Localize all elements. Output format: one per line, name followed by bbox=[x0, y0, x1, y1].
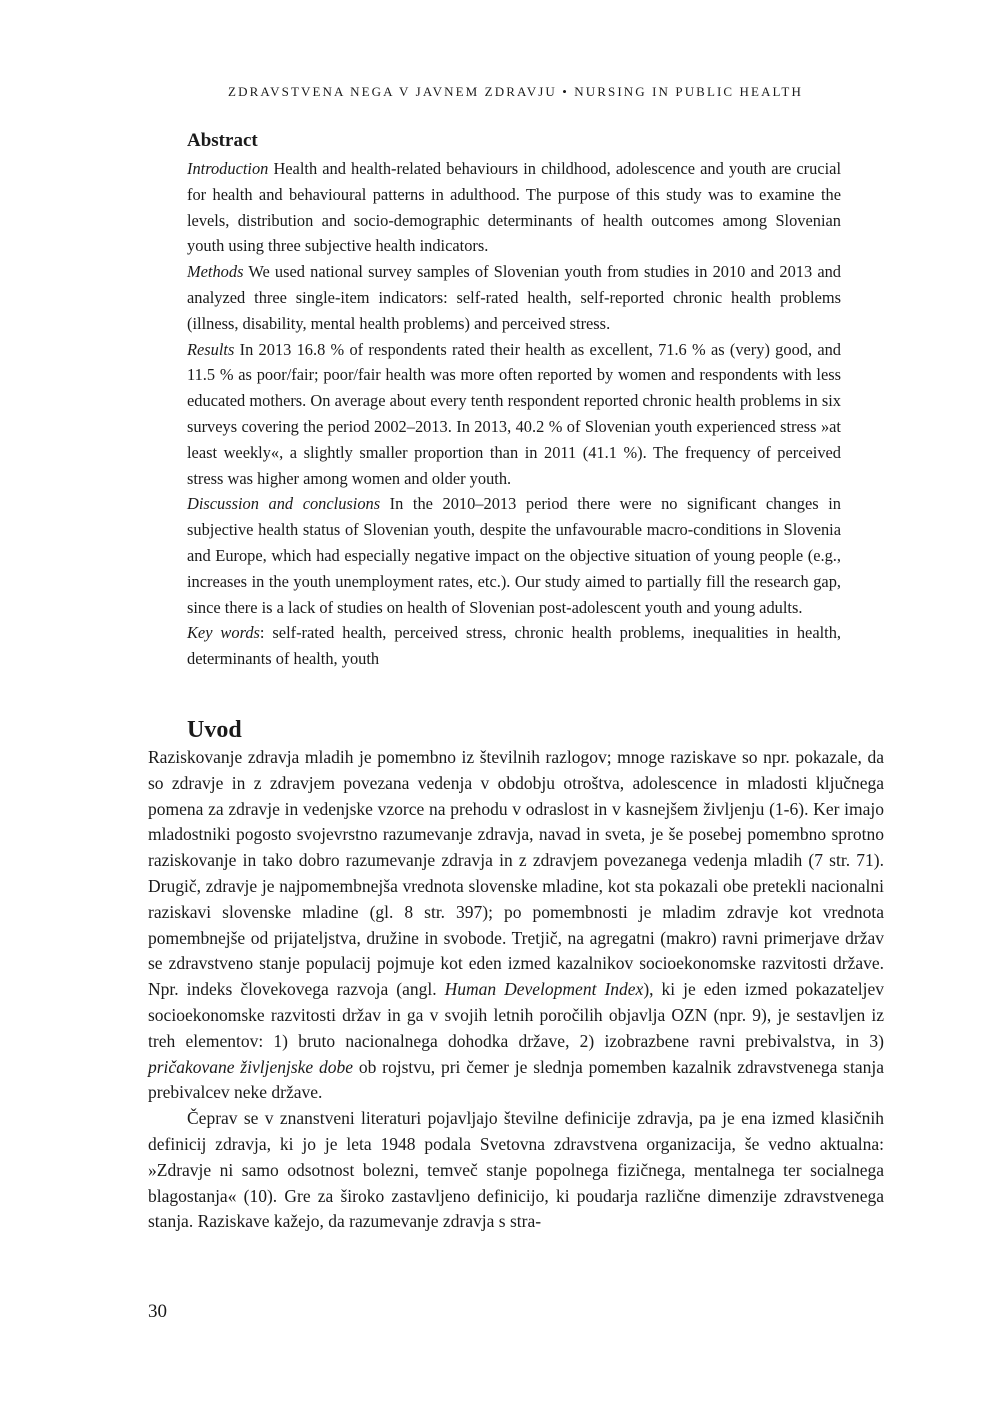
results-label: Results bbox=[187, 339, 235, 359]
discussion-label: Discussion and conclusions bbox=[187, 494, 381, 514]
paragraph-1-emphasis-2: pričakovane življenjske dobe bbox=[148, 1056, 354, 1077]
abstract-methods bbox=[187, 259, 841, 336]
paragraph-1-part-2: ), ki je eden izmed pokazateljev socioekonomske razvitosti držav in ga v svojih letnih poročilih objavlja OZN (npr. 9), je sestavljen iz treh elementov: 1) bruto nacionalnega dohodka države, 2) izobrazbene ravni prebivalstva, in 3) bbox=[148, 979, 884, 1051]
paragraph-1-part-1: Raziskovanje zdravja mladih je pomembno iz številnih razlogov; mnoge raziskave so npr. pokazale, da so zdravje in z zdravjem povezana vedenja v obdobju otroštva, adolescence in mladosti ključnega pomena za zdravje in vedenjske vzorce na prehodu v odraslost in v kasnejšem življenju (1-6). Ker imajo mladostniki pogosto svojevrstno razumevanje zdravja, navad in sveta, je še posebej pomembno sprotno raziskovanje in tako dobro razumevanje zdravja in z zdravjem povezanega vedenja mladih (7 str. 71). Drugič, zdravje je najpomembnejša vrednota slovenske mladine, kot sta pokazali obe pretekli nacionalni raziskavi slovenske mladine (gl. 8 str. 397); po pomembnosti je mladim zdravje kot vrednota pomembnejše od prijateljstva, družine in svobode. Tretjič, na agregatni (makro) ravni primerjave držav se zdravstveno stanje populacij pojmuje kot eden izmed kazalnikov socioekonomske razvitosti države. Npr. indeks človekovega razvoja (angl. bbox=[148, 747, 884, 1000]
body-paragraph-2: Čeprav se v znanstveni literaturi pojavljajo številne definicije zdravja, pa je ena izmed klasičnih definicij zdravja, ki jo je leta 1948 podala Svetovna zdravstvena organizacija, še vedno aktualna: »Zdravje ni samo odsotnost bolezni, temveč stanje popolnega fizičnega, mentalnega ter socialnega blagostanja« (10). Gre za široko zastavljeno definicijo, ki poudarja različne dimenzije zdravstvenega stanja. Raziskave kažejo, da razumevanje zdravja s stra- bbox=[148, 1108, 884, 1232]
running-header: ZDRAVSTVENA NEGA V JAVNEM ZDRAVJU • NURSING IN PUBLIC HEALTH bbox=[228, 84, 803, 99]
paragraph-1-emphasis-1: Human Development Index bbox=[444, 979, 644, 1000]
introduction-text: Health and health-related behaviours in childhood, adolescence and youth are crucial for health and behavioural patterns in adulthood. The purpose of this study was to examine the levels, distribution and socio-demographic determinants of health outcomes among Slovenian youth using three subjective health indicators. bbox=[187, 159, 841, 256]
abstract-keywords bbox=[187, 620, 841, 672]
body-paragraph-1 bbox=[148, 745, 884, 1106]
keywords-text: : self-rated health, perceived stress, chronic health problems, inequalities in health, determinants of health, youth bbox=[187, 623, 841, 669]
page-number: 30 bbox=[148, 1301, 167, 1322]
abstract-title: Abstract bbox=[187, 130, 258, 151]
section-title: Uvod bbox=[187, 717, 242, 743]
abstract-block bbox=[187, 128, 841, 672]
keywords-label: Key words bbox=[187, 623, 260, 643]
abstract-introduction bbox=[187, 156, 841, 259]
discussion-text: In the 2010–2013 period there were no significant changes in subjective health status of Slovenian youth, despite the unfavourable macro-conditions in Slovenia and Europe, which had especially negative impact on the objective situation of young people (e.g., increases in the youth unemployment rates, etc.). Our study aimed to partially fill the research gap, since there is a lack of studies on health of Slovenian post-adolescent youth and young adults. bbox=[187, 494, 841, 617]
methods-label: Methods bbox=[187, 262, 244, 282]
abstract-results bbox=[187, 337, 841, 492]
methods-text: We used national survey samples of Slovenian youth from studies in 2010 and 2013 and analyzed three single-item indicators: self-rated health, self-reported chronic health problems (illness, disability, mental health problems) and perceived stress. bbox=[187, 262, 841, 333]
introduction-label: Introduction bbox=[187, 159, 269, 178]
results-text: In 2013 16.8 % of respondents rated their health as excellent, 71.6 % as (very) good, and 11.5 % as poor/fair; poor/fair health was more often reported by women and respondents with less educated mothers. On average about every tenth respondent reported chronic health problems in six surveys covering the period 2002–2013. In 2013, 40.2 % of Slovenian youth experienced stress »at least weekly«, a slightly smaller proportion than in 2011 (41.1 %). The frequency of perceived stress was higher among women and older youth. bbox=[187, 339, 841, 488]
body-text bbox=[148, 745, 884, 1235]
paragraph-1-part-3: ob rojstvu, pri čemer je slednja pomemben kazalnik zdravstvenega stanja prebivalcev neke države. bbox=[148, 1056, 884, 1103]
abstract-discussion bbox=[187, 491, 841, 620]
